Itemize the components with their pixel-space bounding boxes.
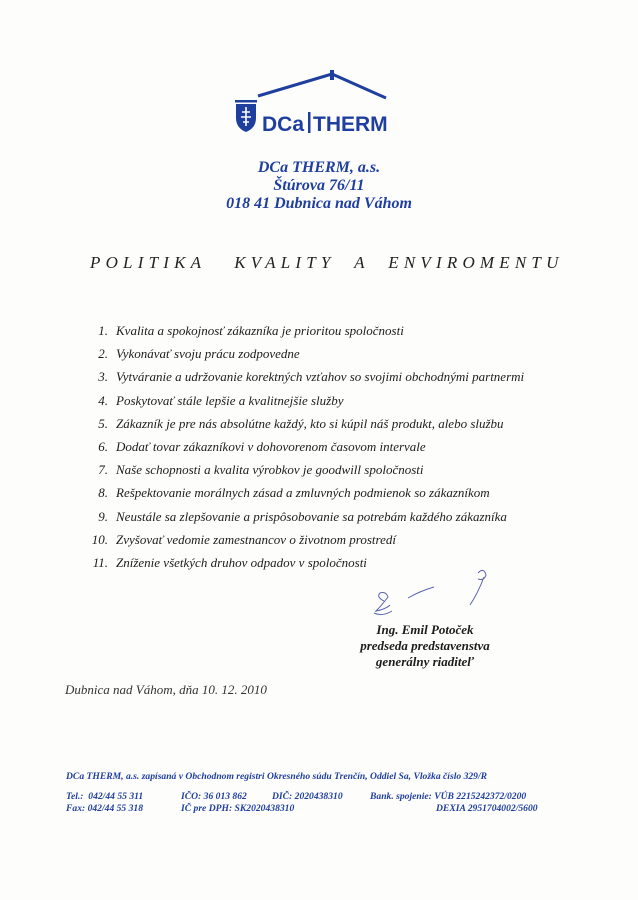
footer-fax: Fax: 042/44 55 318 — [66, 803, 144, 814]
list-item: 1. Kvalita a spokojnosť zákazníka je prioritou spoločnosti — [98, 323, 404, 338]
company-street: Štúrova 76/11 — [273, 177, 365, 194]
list-item: 5. Zákazník je pre nás absolútne každý, kto si kúpil náš produkt, alebo službu — [98, 415, 504, 431]
list-item: 2. Vykonávať svoju prácu zodpovedne — [98, 346, 300, 362]
company-logo — [232, 66, 392, 138]
footer-dexia: DEXIA 2951704002/5600 — [436, 803, 538, 814]
list-item: 3. Vytváranie a udržovanie korektných vzťahov so svojimi obchodnými partnermi — [98, 369, 525, 385]
footer-registration: DCa THERM, a.s. zapísaná v Obchodnom registri Okresného súdu Trenčín, Oddiel Sa, Vložka číslo 329/R — [66, 771, 488, 782]
svg-text:THERM: THERM — [313, 113, 388, 136]
list-item: 9. Neustále sa zlepšovanie a prispôsobovanie sa potrebám každého zákazníka — [98, 508, 507, 524]
signer-role: predseda predstavenstva — [360, 638, 490, 653]
list-item: 7. Naše schopnosti a kvalita výrobkov je goodwill spoločnosti — [98, 462, 424, 478]
footer-ic-dph: IČ pre DPH: SK2020438310 — [181, 803, 295, 814]
signer-name: Ing. Emil Potoček — [376, 622, 474, 637]
crest-icon — [235, 100, 257, 132]
signature — [360, 565, 500, 625]
footer-dic: DIČ: 2020438310 — [272, 791, 343, 802]
footer-bank: Bank. spojenie: VÚB 2215242372/0200 — [370, 791, 527, 802]
document-title: POLITIKA KVALITY A ENVIROMENTU — [90, 253, 564, 272]
list-item: 8. Rešpektovanie morálnych zásad a zmluvných podmienok so zákazníkom — [98, 485, 490, 501]
place-date: Dubnica nad Váhom, dňa 10. 12. 2010 — [65, 682, 267, 697]
svg-text:DCa: DCa — [262, 113, 305, 136]
signer-title: generálny riaditeľ — [375, 654, 475, 669]
policy-list — [84, 322, 604, 577]
footer-ico: IČO: 36 013 862 — [181, 791, 247, 802]
list-item: 4. Poskytovať stále lepšie a kvalitnejšie služby — [98, 392, 344, 408]
list-item: 10. Zvyšovať vedomie zamestnancov o životnom prostredí — [91, 531, 396, 547]
company-city: 018 41 Dubnica nad Váhom — [226, 195, 412, 212]
company-name: DCa THERM, a.s. — [257, 159, 381, 176]
footer-tel: Tel.: 042/44 55 311 — [66, 791, 144, 802]
list-item: 6. Dodať tovar zákazníkovi v dohovorenom časovom intervale — [98, 438, 426, 454]
list-item: 11. Zníženie všetkých druhov odpadov v spoločnosti — [92, 554, 367, 570]
